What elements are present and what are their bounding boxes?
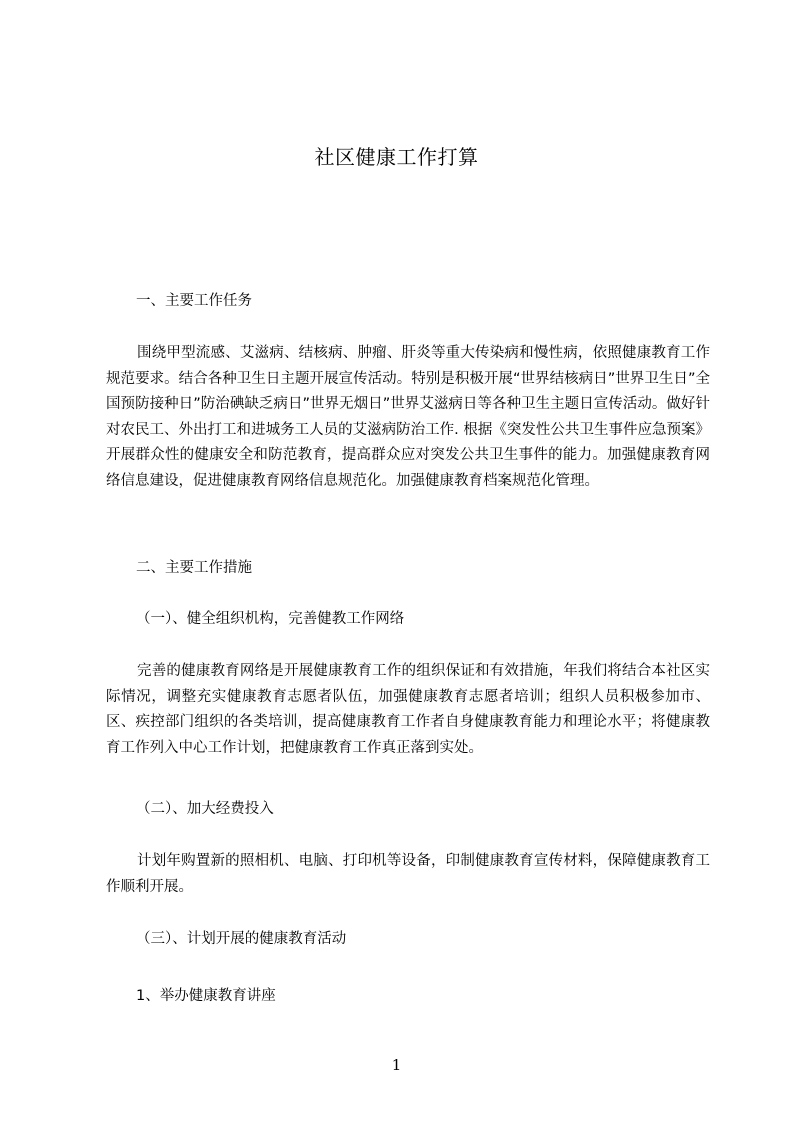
subsection-heading-organization: （一）、健全组织机构，完善健教工作网络 [136, 611, 405, 627]
activity-item-lectures: 1、举办健康教育讲座 [136, 988, 276, 1004]
organization-paragraph: 完善的健康教育网络是开展健康教育工作的组织保证和有效措施，年我们将结合本社区实际情况，调整充实健康教育志愿者队伍，加强健康教育志愿者培训；组织人员积极参加市、区、疾控部门组织的各类培训，提高健康教育工作者自身健康教育能力和理论水平；将健康教育工作列入中心工作计划，把健康教育工作真正落到实处。 [106, 663, 710, 756]
main-tasks-paragraph: 围绕甲型流感、艾滋病、结核病、肿瘤、肝炎等重大传染病和慢性病，依照健康教育工作规范要求。结合各种卫生日主题开展宣传活动。特别是积极开展“世界结核病日”世界卫生日”全国预防接种日”防治碘缺乏病日”世界无烟日”世界艾滋病日等各种卫生主题日宣传活动。做好针对农民工、外出打工和进城务工人员的艾滋病防治工作. 根据《突发性公共卫生事件应急预案》开展群众性的健康安全和防范教育，提高群众应对突发公共卫生事件的能力。加强健康教育网络信息建设，促进健康教育网络信息规范化。加强健康教育档案规范化管理。 [106, 345, 710, 489]
section-heading-main-tasks: 一、主要工作任务 [136, 293, 252, 309]
section-heading-main-measures: 二、主要工作措施 [136, 560, 252, 576]
document-title: 社区健康工作打算 [314, 145, 479, 169]
subsection-heading-activities: （三）、计划开展的健康教育活动 [136, 931, 347, 947]
page-number: 1 [391, 1056, 402, 1074]
funding-paragraph: 计划年购置新的照相机、电脑、打印机等设备，印制健康教育宣传材料，保障健康教育工作顺利开展。 [106, 853, 710, 895]
subsection-heading-funding: （二）、加大经费投入 [136, 801, 274, 817]
